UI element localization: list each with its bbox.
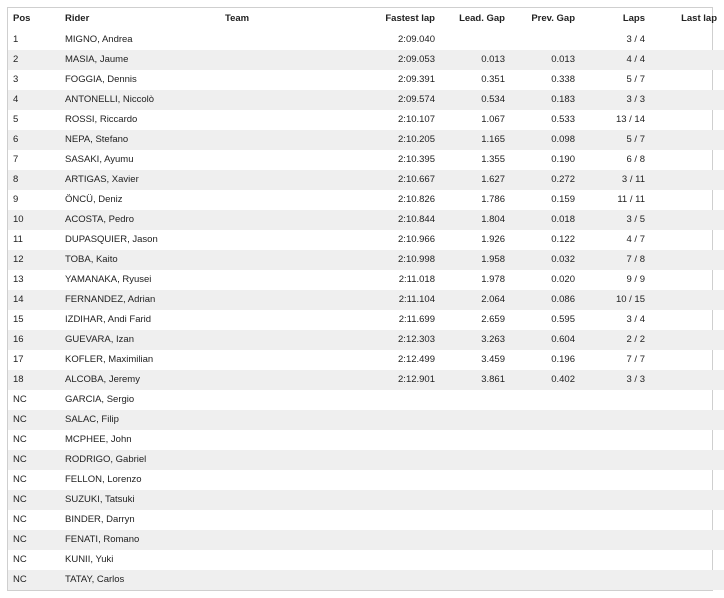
table-row	[8, 570, 724, 590]
lead-gap-cell: 3.861	[435, 370, 505, 390]
prev-gap-cell: 0.272	[505, 170, 575, 190]
rider-cell: ANTONELLI, Niccolò	[65, 90, 225, 110]
table-row	[8, 330, 724, 350]
table-row	[8, 170, 724, 190]
lead-gap-cell	[435, 510, 505, 530]
position-cell: 6	[8, 130, 65, 150]
rider-cell: ARTIGAS, Xavier	[65, 170, 225, 190]
team-cell	[225, 370, 335, 390]
rider-cell: TOBA, Kaito	[65, 250, 225, 270]
lead-gap-cell: 1.958	[435, 250, 505, 270]
lead-gap-cell: 3.263	[435, 330, 505, 350]
rider-cell: NEPA, Stefano	[65, 130, 225, 150]
table-row	[8, 250, 724, 270]
last-lap-cell	[645, 150, 724, 170]
position-cell: NC	[8, 570, 65, 590]
last-lap-cell	[645, 90, 724, 110]
table-row	[8, 490, 724, 510]
lead-gap-cell: 1.355	[481, 154, 505, 165]
fastest-lap-cell: 2:11.104	[335, 290, 435, 310]
prev-gap-cell: 0.183	[505, 90, 575, 110]
rider-cell: ÖNCÜ, Deniz	[65, 194, 123, 205]
lead-gap-cell: 0.534	[435, 90, 505, 110]
position-cell: NC	[8, 530, 65, 550]
prev-gap-cell	[505, 550, 575, 570]
table-row	[8, 150, 724, 170]
table-row	[8, 310, 724, 330]
team-cell	[225, 450, 335, 470]
last-lap-cell	[645, 550, 724, 570]
fastest-lap-cell	[335, 510, 435, 530]
rider-cell: YAMANAKA, Ryusei	[65, 274, 152, 285]
table-row	[8, 270, 724, 290]
laps-cell	[575, 570, 645, 590]
last-lap-cell	[645, 50, 724, 70]
table-row	[8, 130, 724, 150]
last-lap-cell	[645, 490, 724, 510]
lead-gap-cell: 1.165	[435, 130, 505, 150]
fastest-lap-cell: 2:09.391	[398, 74, 435, 85]
team-cell	[225, 410, 335, 430]
table-row	[8, 110, 724, 130]
fastest-lap-cell: 2:10.844	[335, 210, 435, 230]
table-row	[8, 290, 724, 310]
last-lap-cell	[645, 350, 724, 370]
lead-gap-cell	[435, 570, 505, 590]
prev-gap-cell	[505, 390, 575, 410]
rider-cell: GARCIA, Sergio	[65, 394, 135, 405]
lead-gap-cell	[435, 530, 505, 550]
team-cell	[225, 330, 335, 350]
fastest-lap-cell: 2:12.303	[335, 330, 435, 350]
laps-cell: 7 / 8	[575, 250, 645, 270]
laps-cell: 4 / 7	[626, 234, 645, 245]
laps-cell: 3 / 3	[575, 90, 645, 110]
prev-gap-cell: 0.032	[505, 250, 575, 270]
team-cell	[225, 490, 335, 510]
fastest-lap-cell: 2:10.998	[335, 250, 435, 270]
fastest-lap-cell: 2:10.205	[335, 130, 435, 150]
prev-gap-cell: 0.159	[551, 194, 575, 205]
prev-gap-cell: 0.086	[505, 290, 575, 310]
rider-cell: KUNII, Yuki	[65, 554, 114, 565]
team-cell	[225, 570, 335, 590]
last-lap-cell	[645, 270, 724, 290]
laps-cell	[575, 490, 645, 510]
lead-gap-cell	[435, 410, 505, 430]
fastest-lap-cell: 2:10.107	[398, 114, 435, 125]
laps-cell	[575, 530, 645, 550]
table-row	[8, 90, 724, 110]
last-lap-cell	[645, 110, 724, 130]
rider-cell: FELLON, Lorenzo	[65, 474, 142, 485]
position-cell: NC	[8, 450, 65, 470]
fastest-lap-cell	[335, 530, 435, 550]
lead-gap-cell: 0.351	[481, 74, 505, 85]
position-cell: 4	[8, 90, 65, 110]
rider-cell: ALCOBA, Jeremy	[65, 370, 225, 390]
fastest-lap-cell	[335, 470, 435, 490]
rider-cell: MCPHEE, John	[65, 434, 132, 445]
laps-cell: 3 / 11	[575, 170, 645, 190]
table-row	[8, 190, 724, 210]
prev-gap-cell	[505, 490, 575, 510]
rider-cell: SASAKI, Ayumu	[65, 154, 134, 165]
position-cell: NC	[13, 514, 27, 525]
last-lap-cell	[645, 390, 724, 410]
lead-gap-cell: 1.978	[481, 274, 505, 285]
laps-cell: 3 / 3	[575, 370, 645, 390]
lead-gap-cell	[435, 490, 505, 510]
team-cell	[225, 390, 335, 410]
column-header-team: Team	[225, 13, 250, 24]
results-body	[8, 30, 724, 590]
column-header-pos: Pos	[13, 13, 31, 24]
position-cell: 2	[8, 50, 65, 70]
position-cell: 18	[8, 370, 65, 390]
position-cell: NC	[13, 394, 27, 405]
last-lap-cell	[645, 250, 724, 270]
fastest-lap-cell: 2:10.966	[398, 234, 435, 245]
fastest-lap-cell: 2:11.018	[398, 274, 435, 285]
laps-cell	[575, 390, 645, 410]
position-cell: 14	[8, 290, 65, 310]
table-row	[8, 410, 724, 430]
laps-cell: 7 / 7	[626, 354, 645, 365]
table-row	[8, 50, 724, 70]
lead-gap-cell: 1.926	[481, 234, 505, 245]
lead-gap-cell	[435, 450, 505, 470]
team-cell	[225, 550, 335, 570]
team-cell	[225, 210, 335, 230]
laps-cell: 10 / 15	[575, 290, 645, 310]
table-row	[8, 230, 724, 250]
fastest-lap-cell: 2:09.574	[335, 90, 435, 110]
last-lap-cell	[645, 510, 724, 530]
fastest-lap-cell	[335, 430, 435, 450]
prev-gap-cell: 0.533	[551, 114, 575, 125]
team-cell	[225, 310, 335, 330]
last-lap-cell	[645, 410, 724, 430]
prev-gap-cell: 0.604	[505, 330, 575, 350]
lead-gap-cell: 2.659	[481, 314, 505, 325]
rider-cell: DUPASQUIER, Jason	[65, 234, 158, 245]
prev-gap-cell: 0.013	[505, 50, 575, 70]
prev-gap-cell: 0.190	[551, 154, 575, 165]
table-row	[8, 70, 724, 90]
column-header-fastest-lap: Fastest lap	[385, 13, 435, 24]
last-lap-cell	[645, 310, 724, 330]
lead-gap-cell: 2.064	[435, 290, 505, 310]
position-cell: 15	[13, 314, 24, 325]
prev-gap-cell	[505, 410, 575, 430]
lead-gap-cell: 1.627	[435, 170, 505, 190]
table-row	[8, 390, 724, 410]
rider-cell: FOGGIA, Dennis	[65, 74, 137, 85]
fastest-lap-cell	[335, 570, 435, 590]
last-lap-cell	[645, 470, 724, 490]
fastest-lap-cell	[335, 550, 435, 570]
position-cell: 12	[8, 250, 65, 270]
last-lap-cell	[645, 430, 724, 450]
prev-gap-cell: 0.595	[551, 314, 575, 325]
laps-cell	[575, 510, 645, 530]
position-cell: 10	[8, 210, 65, 230]
table-row	[8, 30, 724, 50]
team-cell	[225, 350, 335, 370]
position-cell: 5	[13, 114, 19, 125]
laps-cell: 5 / 7	[626, 74, 645, 85]
position-cell: NC	[13, 434, 27, 445]
table-row	[8, 430, 724, 450]
rider-cell: SALAC, Filip	[65, 410, 225, 430]
lead-gap-cell: 3.459	[481, 354, 505, 365]
laps-cell	[575, 550, 645, 570]
rider-cell: GUEVARA, Izan	[65, 330, 225, 350]
fastest-lap-cell: 2:10.667	[335, 170, 435, 190]
lead-gap-cell: 1.067	[481, 114, 505, 125]
prev-gap-cell	[505, 470, 575, 490]
last-lap-cell	[645, 190, 724, 210]
prev-gap-cell	[505, 570, 575, 590]
position-cell: 9	[13, 194, 19, 205]
fastest-lap-cell: 2:10.826	[398, 194, 435, 205]
position-cell: NC	[13, 554, 27, 565]
team-cell	[225, 270, 335, 290]
position-cell: 8	[8, 170, 65, 190]
lead-gap-cell	[435, 430, 505, 450]
last-lap-cell	[645, 290, 724, 310]
rider-cell: FENATI, Romano	[65, 530, 225, 550]
laps-cell: 9 / 9	[626, 274, 645, 285]
table-row	[8, 370, 724, 390]
fastest-lap-cell	[335, 450, 435, 470]
last-lap-cell	[645, 530, 724, 550]
lead-gap-cell	[435, 550, 505, 570]
laps-cell: 3 / 4	[626, 314, 645, 325]
table-row	[8, 550, 724, 570]
column-header-prev-gap: Prev. Gap	[531, 13, 575, 24]
last-lap-cell	[645, 130, 724, 150]
prev-gap-cell	[505, 30, 575, 50]
laps-cell: 3 / 4	[626, 34, 645, 45]
team-cell	[225, 130, 335, 150]
position-cell: NC	[13, 474, 27, 485]
column-header-lead-gap: Lead. Gap	[459, 13, 505, 24]
fastest-lap-cell: 2:12.901	[335, 370, 435, 390]
rider-cell: KOFLER, Maximilian	[65, 354, 154, 365]
team-cell	[225, 90, 335, 110]
fastest-lap-cell: 2:11.699	[398, 314, 435, 325]
laps-cell: 2 / 2	[575, 330, 645, 350]
laps-cell: 13 / 14	[615, 114, 645, 125]
rider-cell: MASIA, Jaume	[65, 50, 225, 70]
prev-gap-cell: 0.402	[505, 370, 575, 390]
last-lap-cell	[645, 330, 724, 350]
prev-gap-cell: 0.020	[551, 274, 575, 285]
rider-cell: ROSSI, Riccardo	[65, 114, 138, 125]
team-cell	[225, 250, 335, 270]
lead-gap-cell: 1.786	[481, 194, 505, 205]
laps-cell: 11 / 11	[617, 194, 645, 205]
table-row	[8, 510, 724, 530]
team-cell	[225, 70, 335, 90]
lead-gap-cell	[435, 30, 505, 50]
table-row	[8, 530, 724, 550]
fastest-lap-cell: 2:12.499	[398, 354, 435, 365]
fastest-lap-cell: 2:10.395	[398, 154, 435, 165]
position-cell: 7	[13, 154, 19, 165]
fastest-lap-cell	[335, 490, 435, 510]
rider-cell: FERNANDEZ, Adrian	[65, 290, 225, 310]
prev-gap-cell	[505, 530, 575, 550]
team-cell	[225, 530, 335, 550]
position-cell: 1	[13, 34, 19, 45]
team-cell	[225, 150, 335, 170]
rider-cell: ACOSTA, Pedro	[65, 210, 225, 230]
lead-gap-cell	[435, 390, 505, 410]
fastest-lap-cell	[335, 410, 435, 430]
laps-cell: 5 / 7	[575, 130, 645, 150]
team-cell	[225, 290, 335, 310]
laps-cell	[575, 410, 645, 430]
team-cell	[225, 50, 335, 70]
position-cell: 17	[13, 354, 24, 365]
fastest-lap-cell	[335, 390, 435, 410]
position-cell: 16	[8, 330, 65, 350]
rider-cell: SUZUKI, Tatsuki	[65, 490, 225, 510]
rider-cell: MIGNO, Andrea	[65, 34, 133, 45]
team-cell	[225, 230, 335, 250]
position-cell: 3	[13, 74, 19, 85]
laps-cell	[575, 470, 645, 490]
position-cell: 13	[13, 274, 24, 285]
prev-gap-cell	[505, 430, 575, 450]
last-lap-cell	[645, 70, 724, 90]
last-lap-cell	[645, 570, 724, 590]
position-cell: NC	[8, 490, 65, 510]
laps-cell	[575, 430, 645, 450]
last-lap-cell	[645, 370, 724, 390]
table-row	[8, 450, 724, 470]
team-cell	[225, 30, 335, 50]
column-header-last-lap: Last lap	[681, 13, 717, 24]
lead-gap-cell: 1.804	[435, 210, 505, 230]
last-lap-cell	[645, 210, 724, 230]
team-cell	[225, 510, 335, 530]
laps-cell: 3 / 5	[575, 210, 645, 230]
last-lap-cell	[645, 450, 724, 470]
lead-gap-cell	[435, 470, 505, 490]
laps-cell: 6 / 8	[626, 154, 645, 165]
last-lap-cell	[645, 170, 724, 190]
laps-cell	[575, 450, 645, 470]
prev-gap-cell: 0.098	[505, 130, 575, 150]
rider-cell: BINDER, Darryn	[65, 514, 135, 525]
prev-gap-cell: 0.018	[505, 210, 575, 230]
prev-gap-cell: 0.196	[551, 354, 575, 365]
prev-gap-cell: 0.122	[551, 234, 575, 245]
last-lap-cell	[645, 30, 724, 50]
rider-cell: RODRIGO, Gabriel	[65, 450, 225, 470]
table-row	[8, 210, 724, 230]
rider-cell: IZDIHAR, Andi Farid	[65, 314, 152, 325]
results-panel	[7, 7, 717, 591]
team-cell	[225, 470, 335, 490]
laps-cell: 4 / 4	[575, 50, 645, 70]
header-row	[8, 8, 724, 30]
position-cell: NC	[8, 410, 65, 430]
table-row	[8, 350, 724, 370]
table-row	[8, 470, 724, 490]
fastest-lap-cell: 2:09.040	[398, 34, 435, 45]
last-lap-cell	[645, 230, 724, 250]
results-table	[8, 8, 724, 590]
position-cell: 11	[13, 234, 23, 245]
rider-cell: TATAY, Carlos	[65, 570, 225, 590]
team-cell	[225, 170, 335, 190]
prev-gap-cell: 0.338	[551, 74, 575, 85]
lead-gap-cell: 0.013	[435, 50, 505, 70]
column-header-rider: Rider	[65, 13, 90, 24]
prev-gap-cell	[505, 510, 575, 530]
team-cell	[225, 110, 335, 130]
column-header-laps: Laps	[622, 13, 645, 24]
team-cell	[225, 430, 335, 450]
prev-gap-cell	[505, 450, 575, 470]
team-cell	[225, 190, 335, 210]
fastest-lap-cell: 2:09.053	[335, 50, 435, 70]
